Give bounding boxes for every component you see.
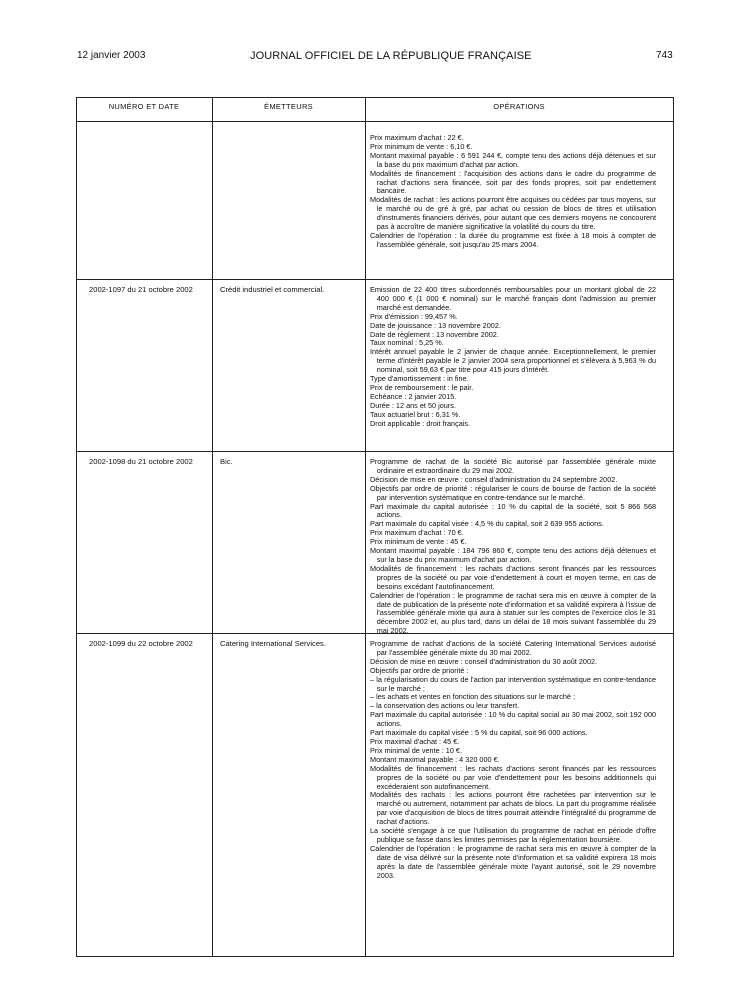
- operation-line: Montant maximal payable : 184 796 860 €, compte tenu des actions déjà détenues et sur la base du prix maximum d'achat par action.: [370, 546, 657, 564]
- row-divider: [76, 279, 673, 280]
- operation-line: Part maximale du capital autorisée : 10 % du capital de la société, soit 5 866 568 actions.: [370, 501, 657, 520]
- operation-line: Modalités de financement : les rachats d'actions seront financés par les ressources propres de la société ou par voie d'endettement pour les besoins additionnels qui excéderaient son autofinancement.: [370, 763, 657, 791]
- operation-line: Calendrier de l'opération : le programme de rachat sera mis en œuvre à compter de la date de publication de la présente note d'information et sa validité expirera à l'issue de l'assemblée générale mixte qui aura à statuer sur les comptes de l'exercice clos le 31 décembre 2002 et, au plus tard, dans un délai de 18 mois suivant l'assemblée du 29 mai 2002.: [370, 590, 657, 636]
- operation-line: Prix maximal d'achat : 45 €.: [370, 736, 460, 746]
- operations-cell: [370, 640, 656, 880]
- operation-line: Emission de 22 400 titres subordonnés remboursables pour un montant global de 22 400 000 € (1 000 € nominal) sur le marché français dont l'admission au premier marché est demandée.: [370, 285, 657, 312]
- operation-line: Objectifs par ordre de priorité : régulariser le cours de bourse de l'action de la société par intervention systématique en contre-tendance sur le marché.: [370, 483, 657, 502]
- column-header-operations: OPÉRATIONS: [493, 102, 545, 111]
- operation-line: Type d'amortissement : in fine.: [370, 374, 469, 384]
- operation-line: Objectifs par ordre de priorité :: [370, 665, 469, 675]
- numero-date-cell: 2002-1099 du 22 octobre 2002: [89, 639, 193, 648]
- operation-line: Modalités de rachat : les actions pourront être acquises ou cédées par tous moyens, sur le marché ou de gré à gré, par achat ou cession de blocs de titres et utilisation d'instruments financiers dérivés, pour autant que ces derniers moyens ne concourent pas à accroître de manière significative la volatilité du cours du titre.: [370, 195, 657, 232]
- numero-date-cell: 2002-1097 du 21 octobre 2002: [89, 285, 193, 294]
- table-top-border: [76, 97, 673, 98]
- operation-line: Echéance : 2 janvier 2015.: [370, 391, 457, 401]
- operation-line: Part maximale du capital visée : 4,5 % du capital, soit 2 639 955 actions.: [370, 519, 604, 529]
- emetteur-cell: Catering International Services.: [220, 639, 326, 648]
- operation-line: – la régularisation du cours de l'action par intervention systématique en contre-tendance sur le marché ;: [370, 674, 657, 693]
- operation-line: Intérêt annuel payable le 2 janvier de chaque année. Exceptionnellement, le premier terme d'intérêt payable le 2 janvier 2004 sera proportionnel et s'élèvera à 5,963 % du nominal, soit 59,63 € par titre pour 415 jours d'intérêt.: [370, 347, 657, 375]
- operation-line: – les achats et ventes en fonction des situations sur le marché ;: [370, 692, 576, 702]
- operation-line: Décision de mise en œuvre : conseil d'administration du 24 septembre 2002.: [370, 474, 618, 484]
- operation-line: Modalités des rachats : les actions pourront être rachetées par intervention sur le marché ou autrement, notamment par achats de blocs. La part du programme réalisée par voie d'acquisition de blocs de titres pourrait atteindre l'intégralité du programme de rachat d'actions.: [370, 790, 657, 827]
- operation-line: – la conservation des actions ou leur transfert.: [370, 701, 520, 711]
- operation-line: Part maximale du capital visée : 5 % du capital, soit 96 000 actions.: [370, 728, 588, 738]
- operation-line: Prix d'émission : 99,457 %.: [370, 311, 458, 321]
- operation-line: Prix minimum de vente : 45 €.: [370, 537, 467, 547]
- operation-line: Programme de rachat d'actions de la société Catering International Services autorisé par l'assemblée générale mixte du 30 mai 2002.: [370, 639, 657, 657]
- header-date: 12 janvier 2003: [77, 50, 146, 61]
- operation-line: Calendrier de l'opération : la durée du programme est fixée à 18 mois à compter de l'assemblée générale, soit jusqu'au 25 mars 2004.: [370, 230, 657, 249]
- operations-cell: [370, 458, 656, 636]
- column-header-numero-date: NUMÉRO ET DATE: [108, 102, 180, 111]
- operation-line: La société s'engage à ce que l'utilisation du programme de rachat en période d'offre publique se fasse dans les limites permises par la réglementation boursière.: [370, 826, 657, 844]
- column-header-emetteurs: ÉMETTEURS: [264, 102, 313, 111]
- journal-title: JOURNAL OFFICIEL DE LA RÉPUBLIQUE FRANÇAISE: [250, 50, 532, 62]
- operation-line: Montant maximal payable : 4 320 000 €.: [370, 754, 500, 764]
- column-divider: [365, 97, 366, 957]
- operation-line: Programme de rachat de la société Bic autorisé par l'assemblée générale mixte ordinaire et extraordinaire du 29 mai 2002.: [370, 457, 657, 475]
- operation-line: Prix minimal de vente : 10 €.: [370, 745, 462, 755]
- column-divider: [212, 97, 213, 957]
- operations-cell: [370, 286, 656, 429]
- operation-line: Date de règlement : 13 novembre 2002.: [370, 329, 499, 339]
- operation-line: Taux nominal : 5,25 %.: [370, 338, 444, 348]
- operation-line: Prix maximum d'achat : 70 €.: [370, 528, 464, 538]
- operation-line: Date de jouissance : 13 novembre 2002.: [370, 320, 501, 330]
- row-divider: [76, 451, 673, 452]
- operation-line: Taux actuariel brut : 6,31 %.: [370, 409, 461, 419]
- operation-line: Calendrier de l'opération : le programme de rachat sera mis en œuvre à compter de la date de visa délivré sur la présente note d'information et sa validité expirera 18 mois après la date de l'assemblée générale mixte l'ayant autorisé, soit le 29 novembre 2003.: [370, 843, 657, 880]
- operation-line: Prix minimum de vente : 6,10 €.: [370, 141, 473, 151]
- operation-line: Durée : 12 ans et 50 jours.: [370, 400, 456, 410]
- operation-line: Droit applicable : droit français.: [370, 418, 471, 428]
- operation-line: Modalités de financement : l'acquisition des actions dans le cadre du programme de rachat d'actions sera financée, soit par des fonds propres, soit par endettement bancaire.: [370, 168, 657, 196]
- emetteur-cell: Bic.: [220, 457, 233, 466]
- table-bottom-border: [76, 956, 673, 957]
- operation-line: Décision de mise en œuvre : conseil d'administration du 30 août 2002.: [370, 656, 598, 666]
- numero-date-cell: 2002-1098 du 21 octobre 2002: [89, 457, 193, 466]
- emetteur-cell: Crédit industriel et commercial.: [220, 285, 325, 294]
- operation-line: Prix de remboursement : le pair.: [370, 382, 474, 392]
- operation-line: Part maximale du capital autorisée : 10 % du capital social au 30 mai 2002, soit 192 000 actions.: [370, 710, 657, 729]
- operations-cell: [370, 134, 656, 250]
- operation-line: Prix maximum d'achat : 22 €.: [370, 133, 464, 142]
- operation-line: Modalités de financement : les rachats d'actions seront financés par les ressources propres de la société ou par voie d'endettement à court et moyen terme, en cas de besoins excédant l'autofinancement.: [370, 563, 657, 591]
- page-number: 743: [656, 50, 673, 61]
- operation-line: Montant maximal payable : 6 591 244 €, compte tenu des actions déjà détenues et sur la base du prix maximum d'achat par action.: [370, 150, 657, 169]
- header-divider: [76, 121, 673, 122]
